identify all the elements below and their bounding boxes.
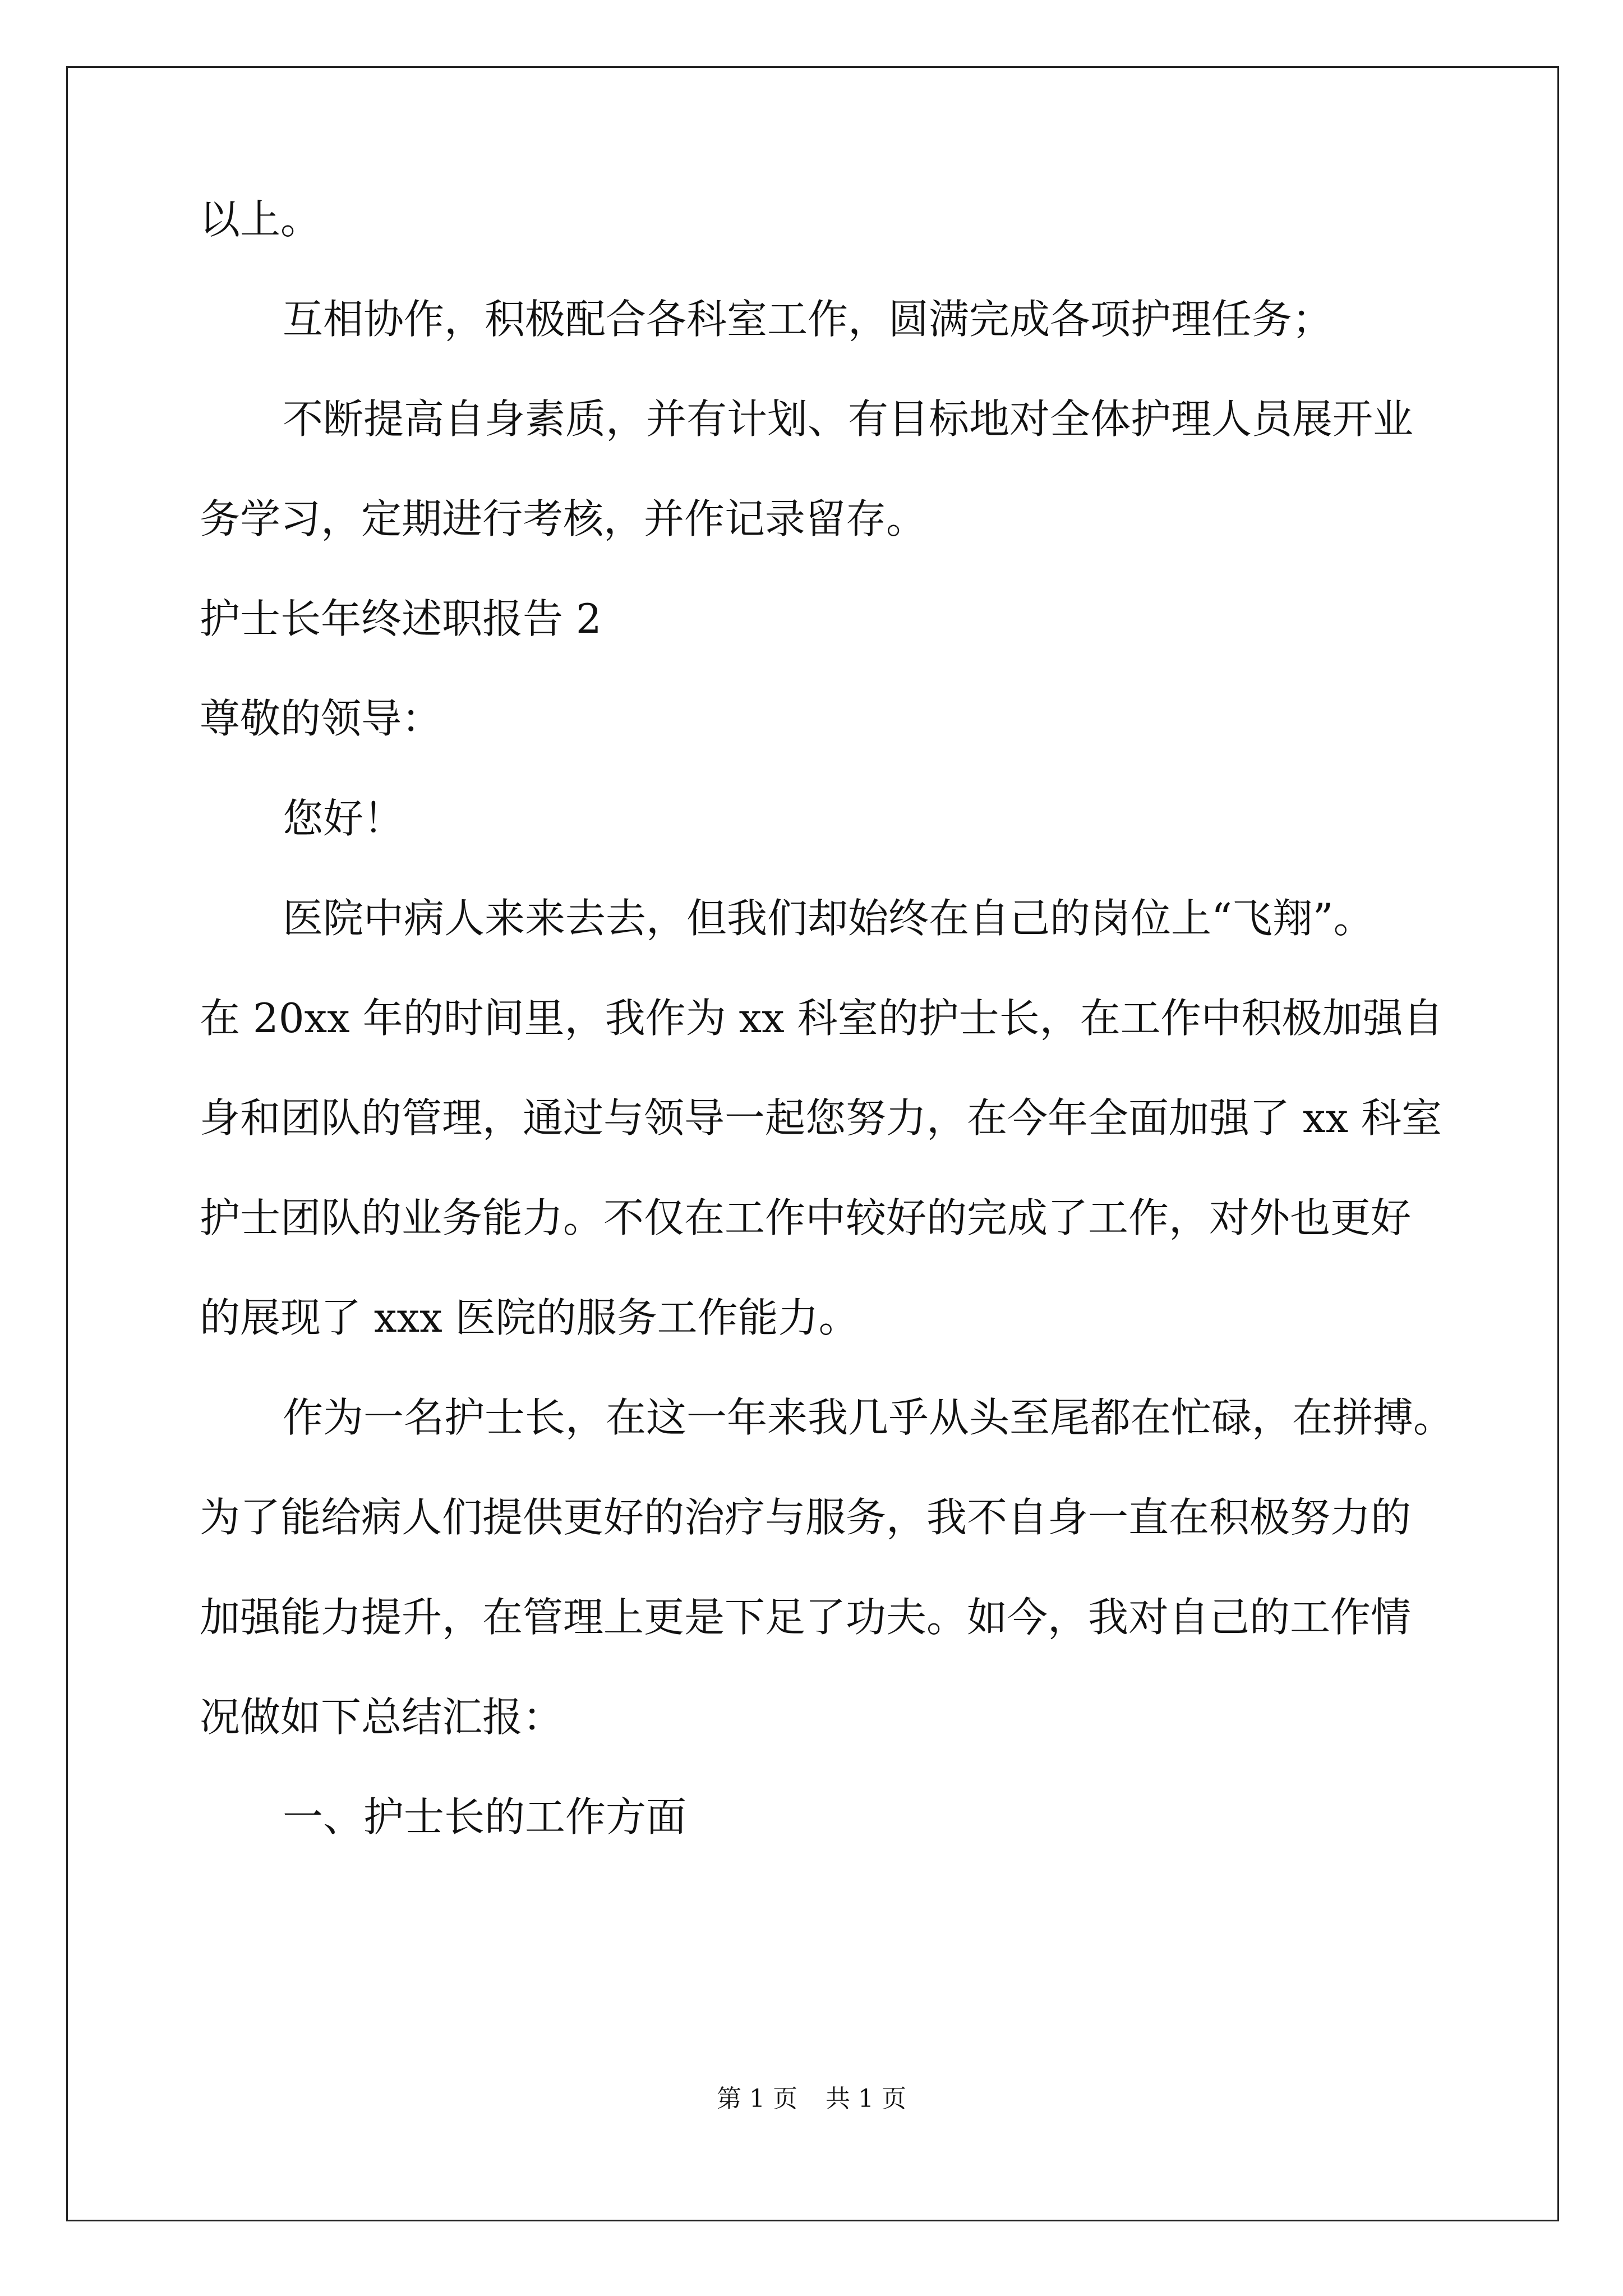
text-line: 不断提高自身素质，并有计划、有目标地对全体护理人员展开业 bbox=[283, 395, 1414, 443]
text-line: 以上。 bbox=[200, 196, 321, 243]
text-line: 为了能给病人们提供更好的治疗与服务，我不自身一直在积极努力的 bbox=[200, 1494, 1412, 1541]
text-line: 护士团队的业务能力。不仅在工作中较好的完成了工作，对外也更好 bbox=[200, 1194, 1412, 1241]
text-line: 在 20xx 年的时间里，我作为 xx 科室的护士长，在工作中积极加强自 bbox=[200, 995, 1444, 1042]
text-line: 医院中病人来来去去，但我们却始终在自己的岗位上“飞翔”。 bbox=[283, 895, 1374, 942]
text-line: 况做如下总结汇报： bbox=[200, 1694, 564, 1741]
page-number: 第 1 页 bbox=[717, 2085, 797, 2113]
text-line: 的展现了 xxx 医院的服务工作能力。 bbox=[200, 1294, 859, 1341]
page-footer bbox=[0, 2087, 1623, 2111]
text-line: 身和团队的管理，通过与领导一起您努力，在今年全面加强了 xx 科室 bbox=[200, 1094, 1442, 1142]
text-line: 互相协作，积极配合各科室工作，圆满完成各项护理任务； bbox=[283, 296, 1333, 343]
text-line: 作为一名护士长，在这一年来我几乎从头至尾都在忙碌，在拼搏。 bbox=[283, 1394, 1454, 1441]
page-border bbox=[66, 66, 1559, 2221]
text-line: 加强能力提升，在管理上更是下足了功夫。如今，我对自己的工作情 bbox=[200, 1594, 1412, 1641]
section-heading: 一、护士长的工作方面 bbox=[283, 1793, 687, 1841]
report-heading: 护士长年终述职报告 2 bbox=[200, 595, 602, 642]
greeting: 您好！ bbox=[283, 795, 404, 842]
text-line: 务学习，定期进行考核，并作记录留存。 bbox=[200, 495, 927, 542]
salutation: 尊敬的领导： bbox=[200, 695, 442, 742]
page-total: 共 1 页 bbox=[826, 2085, 906, 2113]
